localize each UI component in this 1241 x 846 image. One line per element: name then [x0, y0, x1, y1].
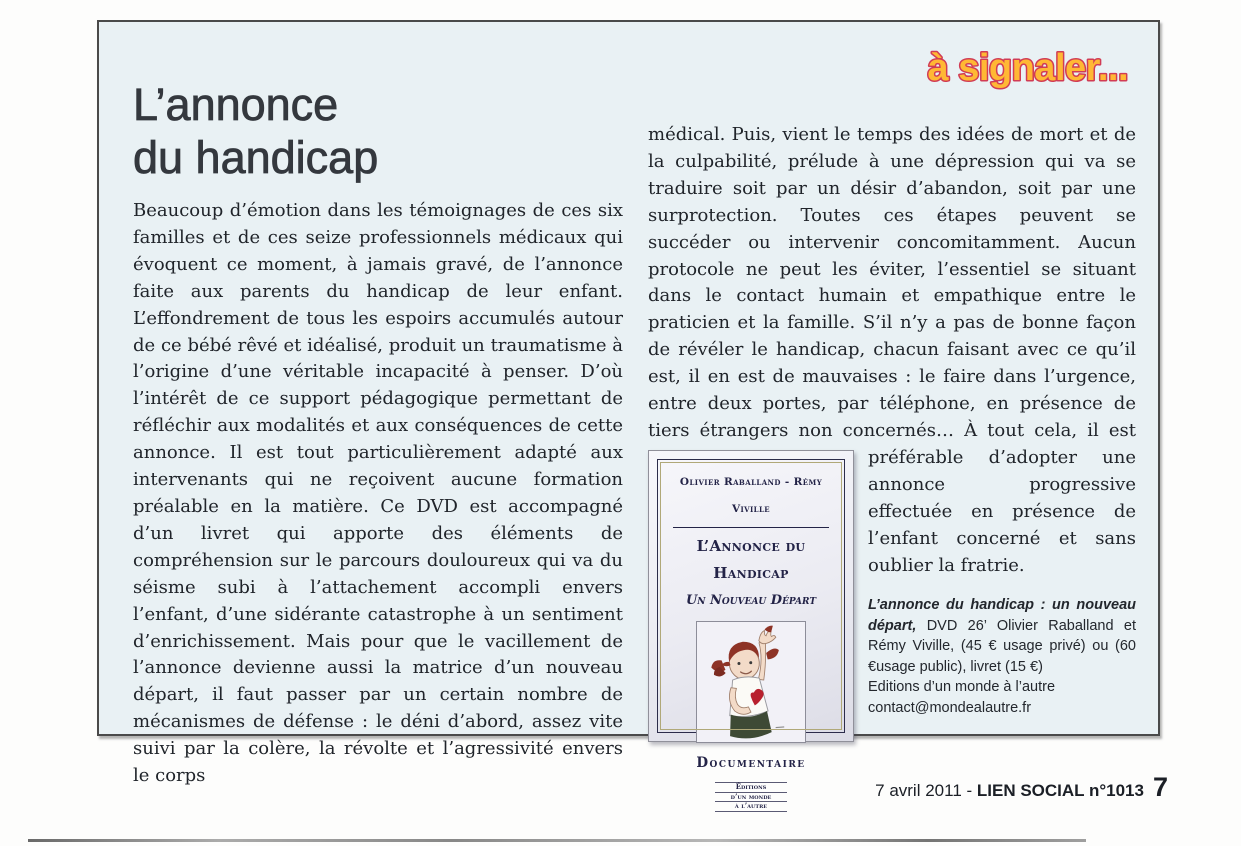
- right-column-text-part2: cela, il est préférable d’adopter une annonce progressive effectuée en présence de l’enfant concerné et sans oublier la fratrie.: [868, 419, 1136, 576]
- dvd-cover-frame: [657, 459, 845, 811]
- caption-email: contact@mondealautre.fr: [868, 699, 1032, 716]
- scan-artifact-line: [28, 839, 1086, 842]
- cover-authors: Olivier Raballand - Rémy Viville: [679, 475, 823, 515]
- cover-title: L’Annonce du Handicap: [696, 536, 806, 582]
- dvd-cover: [648, 450, 854, 811]
- cover-publisher-line1: Éditions: [715, 782, 787, 793]
- girl-illustration-icon: [697, 622, 805, 742]
- cover-genre: Documentaire: [696, 755, 806, 772]
- cover-publisher-line2: d’un monde: [715, 793, 787, 803]
- article-title-line2: du handicap: [133, 132, 379, 183]
- footer-page-number: 7: [1152, 772, 1168, 802]
- caption-publisher: Editions d’un monde à l’autre: [868, 679, 1056, 696]
- section-tag: [862, 40, 1132, 96]
- footer-date: 7 avril 2011 -: [875, 781, 977, 800]
- page-footer: [0, 772, 1168, 803]
- footer-journal: LIEN SOCIAL n°1013: [976, 781, 1144, 800]
- left-column-text: Beaucoup d’émotion dans les témoignages de ces six familles et de ces seize professionnels médicaux qui évoquent ce moment, à jamais gravé, de l’annonce faite aux parents du handicap de leur enfant. L’effondrement de tous les espoirs accumulés autour de ce bébé rêvé et idéalisé, produit un traumatisme à l’origine d’une véritable incapacité à penser. D’où l’intérêt de ce support pédagogique permettant de réfléchir aux modalités et aux conséquences de cette annonce. Il est tout particulièrement adapté aux intervenants qui ne reçoivent aucune formation préalable en la matière. Ce DVD est accompagné d’un livret qui apporte des éléments de compréhension sur le parcours douloureux qui va du séisme subi à l’attachement accompli envers l’enfant, d’une sidérante catastrophe à un sentiment d’enrichissement. Mais pour que le vacillement de l’annonce devienne aussi la matrice d’un nouveau départ, il faut passer par un certain nombre de mécanismes de défense : le déni d’abord, assez vite suivi par la colère, la révolte et l’agressivité envers le corps: [133, 200, 623, 787]
- dvd-caption: [868, 595, 1136, 718]
- article-left-column: [133, 198, 623, 790]
- right-column-text-part1: médical. Puis, vient le temps des idées de mort et de la culpabilité, prélude à une dépression qui va se traduire soit par un désir d’abandon, soit par une surprotection. Toutes ces étapes peuvent se succéder ou intervenir concomitamment. Aucun protocole ne peut les éviter, l’essentiel se situant dans le contact humain et empathique entre le praticien et la famille. S’il n’y a pas de bonne façon de révéler le handicap, chacun faisant avec ce qu’il est, il en est de mauvaises : le faire dans l’urgence, entre deux portes, par téléphone, en présence de tiers étrangers non concernés… À tout: [648, 124, 1136, 441]
- cover-illustration: [696, 621, 806, 743]
- section-tag-text: à signaler...: [927, 47, 1128, 89]
- caption-title: L’annonce du handicap : un nouveau départ,: [868, 597, 1136, 634]
- caption-body: DVD 26’ Olivier Raballand et Rémy Viville, (45 € usage privé) ou (60 €usage public), livret (15 €): [868, 617, 1136, 675]
- article-title: [133, 78, 378, 184]
- cover-subtitle: Un Nouveau Départ: [685, 592, 817, 608]
- cover-publisher-line3: à l’autre: [715, 802, 787, 812]
- cover-rule: [673, 527, 829, 528]
- article-title-line1: L’annonce: [133, 79, 339, 130]
